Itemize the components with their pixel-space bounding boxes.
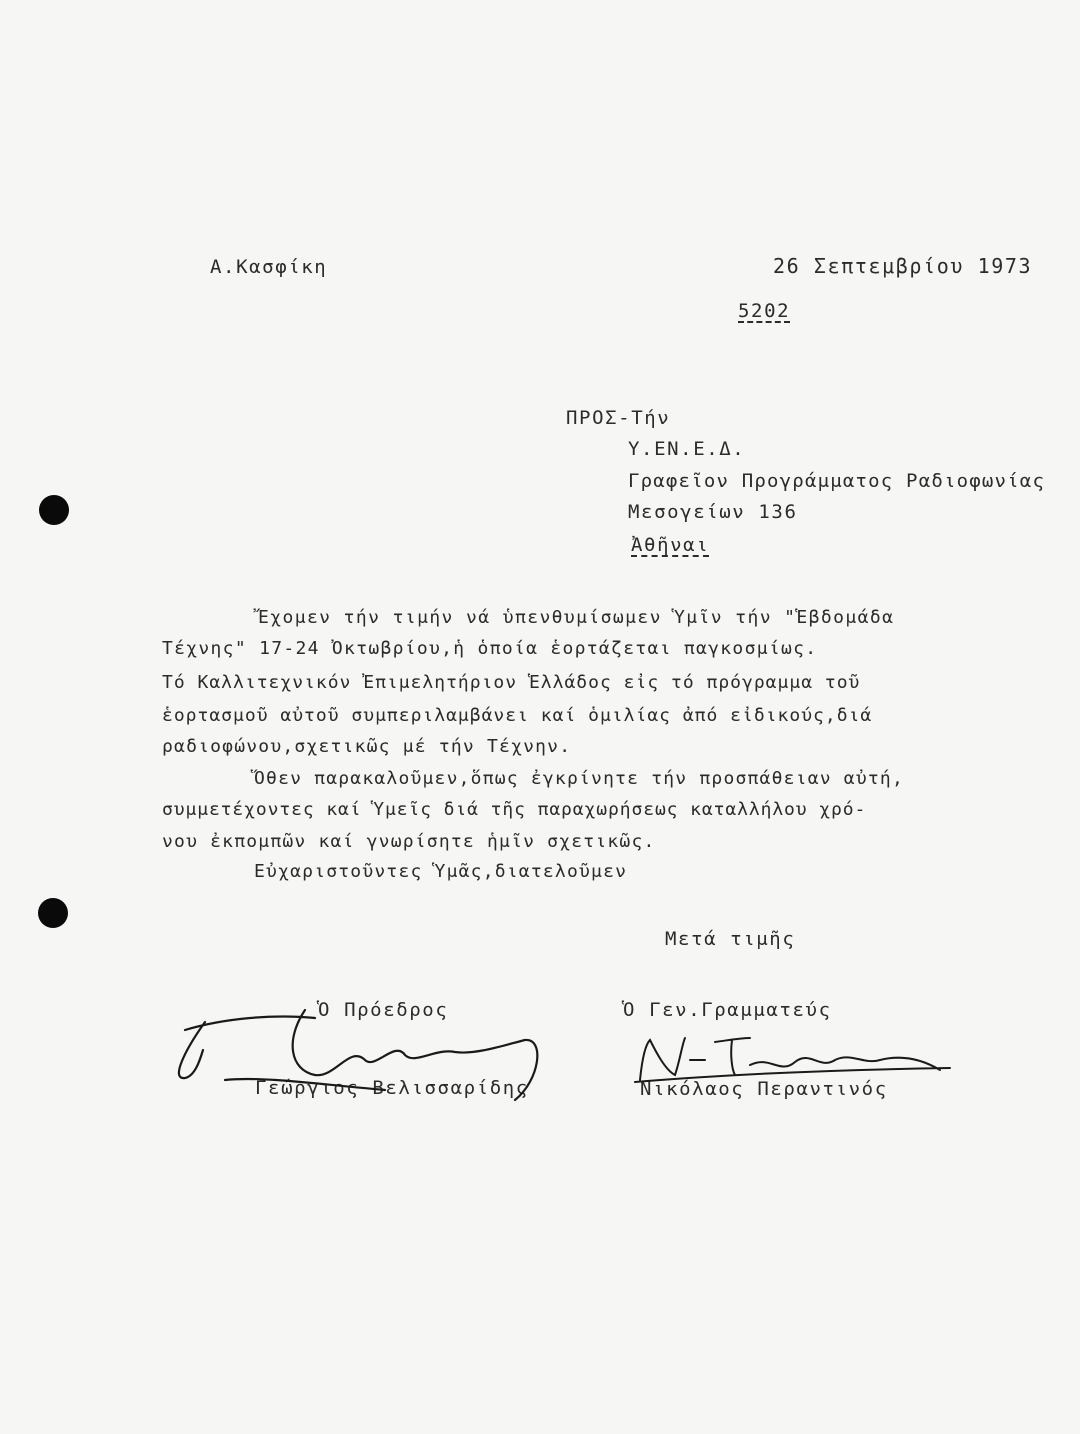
- letter-date: 26 Σεπτεμβρίου 1973: [773, 254, 1033, 278]
- president-signature: [165, 1000, 555, 1110]
- body-line: ραδιοφώνου,σχετικῶς μέ τήν Τέχνην.: [162, 736, 572, 757]
- protocol-number: 5202: [738, 300, 791, 322]
- recipient-office: Γραφεῖον Προγράμματος Ραδιοφωνίας: [628, 470, 1046, 492]
- recipient-org: Υ.ΕΝ.Ε.Δ.: [628, 438, 746, 460]
- body-line: ἑορτασμοῦ αὐτοῦ συμπεριλαμβάνει καί ὁμιλίας ἀπό εἰδικούς,διά: [162, 705, 873, 726]
- body-line: Εὐχαριστοῦντες Ὑμᾶς,διατελοῦμεν: [254, 861, 628, 882]
- secretary-name: Νικόλαος Περαντινός: [640, 1078, 888, 1100]
- sender-initials: Α.Κασφίκη: [210, 256, 328, 278]
- secretary-signature: [620, 1020, 960, 1100]
- recipient-street: Μεσογείων 136: [628, 501, 798, 523]
- closing-phrase: Μετά τιμῆς: [665, 928, 796, 950]
- body-line: Ἔχομεν τήν τιμήν νά ὑπενθυμίσωμεν Ὑμῖν τήν "Ἑβδομάδα: [258, 607, 895, 628]
- recipient-to-label: ΠΡΟΣ-Τήν: [566, 407, 671, 429]
- body-line: Ὅθεν παρακαλοῦμεν,ὅπως ἐγκρίνητε τήν προσπάθειαν αὐτή,: [254, 768, 904, 789]
- president-title: Ὁ Πρόεδρος: [318, 999, 449, 1021]
- secretary-title: Ὁ Γεν.Γραμματεύς: [623, 999, 832, 1021]
- recipient-city: Ἀθῆναι: [631, 534, 710, 556]
- punch-hole: [38, 898, 68, 928]
- punch-hole: [39, 495, 69, 525]
- body-line: Τέχνης" 17-24 Ὀκτωβρίου,ἡ ὁποία ἑορτάζεται παγκοσμίως.: [162, 638, 818, 659]
- body-line: Τό Καλλιτεχνικόν Ἐπιμελητήριον Ἑλλάδος εἰς τό πρόγραμμα τοῦ: [162, 672, 861, 693]
- body-line: νου ἐκπομπῶν καί γνωρίσητε ἡμῖν σχετικῶς.: [162, 831, 656, 852]
- president-name: Γεώργιος Βελισσαρίδης: [255, 1077, 529, 1099]
- body-line: συμμετέχοντες καί Ὑμεῖς διά τῆς παραχωρήσεως καταλλήλου χρό-: [162, 799, 867, 820]
